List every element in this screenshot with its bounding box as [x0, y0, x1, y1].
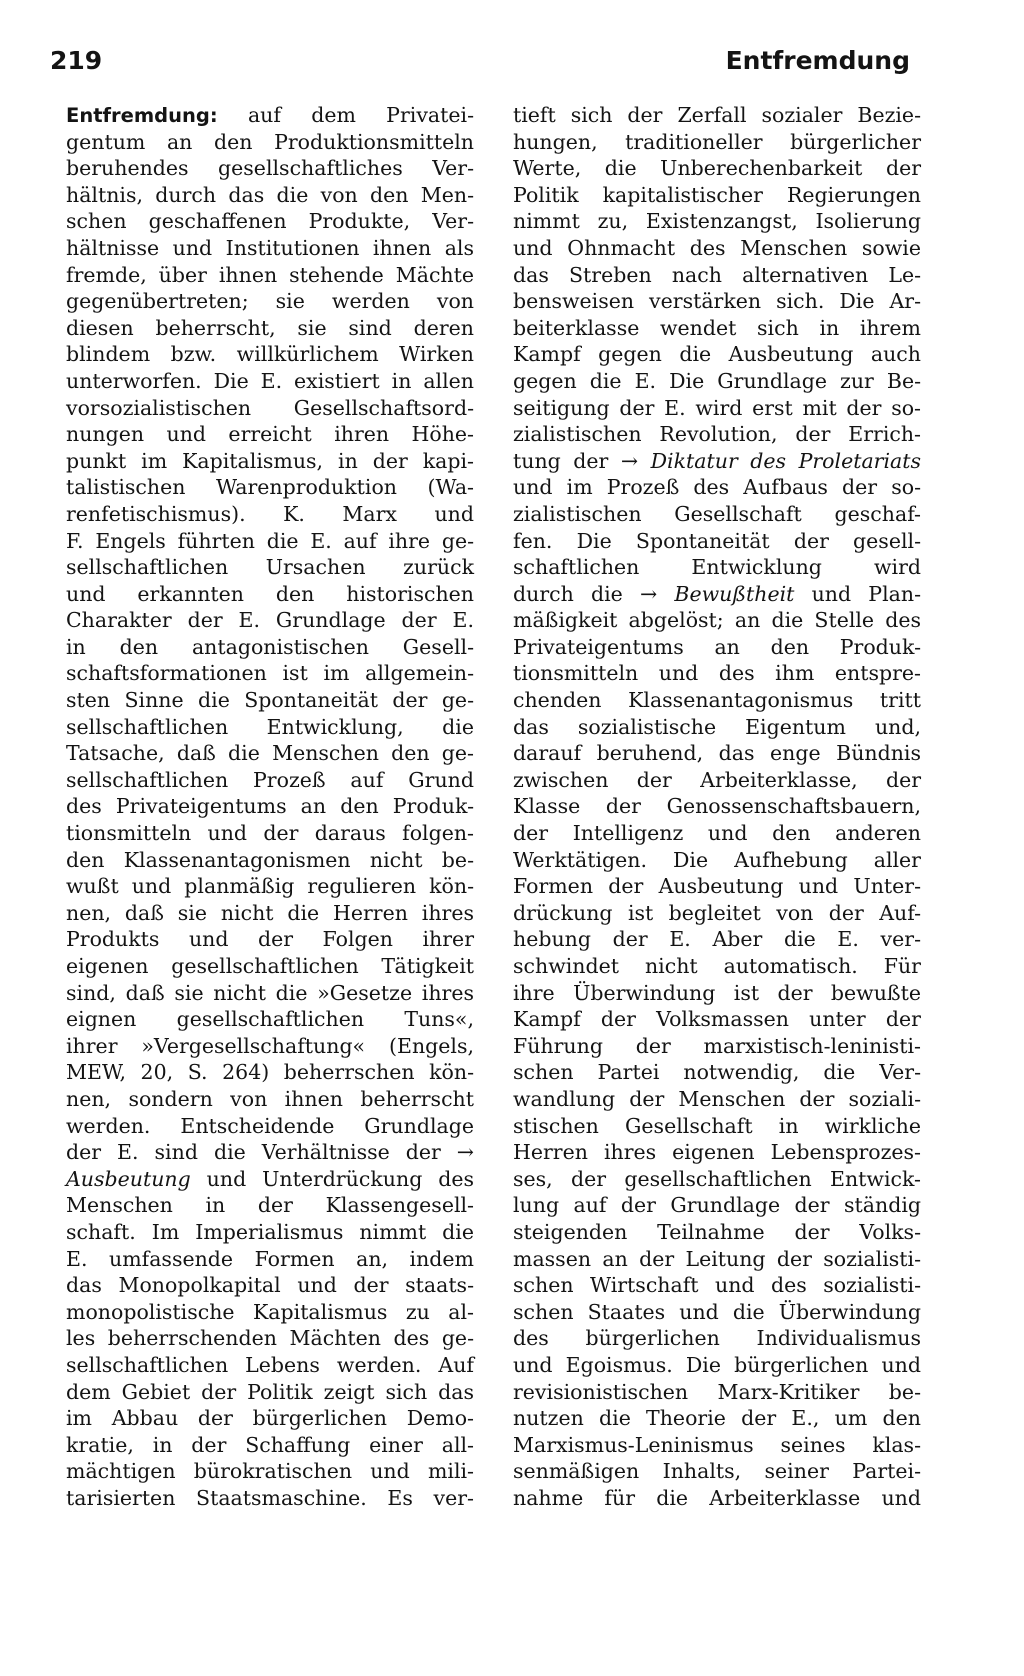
text-line: zialistischen Gesellschaft geschaf-: [513, 501, 921, 526]
text-line: Menschen in der Klassengesell-: [66, 1193, 474, 1218]
text-line: mächtigen bürokratischen und mili-: [66, 1459, 474, 1484]
text-line: fen. Die Spontaneität der gesell-: [513, 528, 921, 553]
text-fragment: auf dem Privatei-: [247, 103, 474, 127]
text-line: schen Wirtschaft und des sozialisti-: [513, 1273, 921, 1298]
text-line: blindem bzw. willkürlichem Wirken: [66, 342, 474, 367]
text-line: tionsmitteln und der daraus folgen-: [66, 821, 474, 846]
cross-reference-link[interactable]: Bewußtheit: [674, 581, 795, 606]
text-line: hebung der E. Aber die E. ver-: [513, 927, 921, 952]
text-line: beiterklasse wendet sich in ihrem: [513, 315, 921, 340]
text-line: Führung der marxistisch-leninisti-: [513, 1033, 921, 1058]
text-line: in den antagonistischen Gesell-: [66, 634, 474, 659]
text-line: Kampf gegen die Ausbeutung auch: [513, 342, 921, 367]
text-line: den Klassenantagonismen nicht be-: [66, 847, 474, 872]
text-line: sellschaftlichen Prozeß auf Grund: [66, 767, 474, 792]
text-line: [513, 581, 921, 608]
text-line: vorsozialistischen Gesellschaftsord-: [66, 395, 474, 420]
text-line: wandlung der Menschen der soziali-: [513, 1086, 921, 1111]
text-line: Charakter der E. Grundlage der E.: [66, 608, 474, 633]
text-line: Produkts und der Folgen ihrer: [66, 927, 474, 952]
text-line: eigenen gesellschaftlichen Tätigkeit: [66, 954, 474, 978]
text-line: mäßigkeit abgelöst; an die Stelle des: [513, 608, 921, 633]
text-line: talistischen Warenproduktion (Wa-: [66, 475, 474, 500]
text-line: das sozialistische Eigentum und,: [513, 714, 921, 739]
running-head: Entfremdung: [725, 46, 910, 75]
text-line: sellschaftlichen Lebens werden. Auf: [66, 1352, 474, 1377]
text-line: seitigung der E. wird erst mit der so-: [513, 395, 921, 420]
text-line: kratie, in der Schaffung einer all-: [66, 1432, 474, 1457]
text-line: sellschaftlichen Ursachen zurück: [66, 555, 474, 580]
text-line: sellschaftlichen Entwicklung, die: [66, 714, 474, 739]
text-line: Herren ihres eigenen Lebensprozes-: [513, 1140, 921, 1165]
text-line: zialistischen Revolution, der Errich-: [513, 422, 921, 447]
text-line: bensweisen verstärken sich. Die Ar-: [513, 289, 921, 314]
text-line: chenden Klassenantagonismus tritt: [513, 688, 921, 713]
text-line: schen Partei notwendig, die Ver-: [513, 1060, 921, 1085]
text-line: und erkannten den historischen: [66, 581, 474, 606]
text-line: Werktätigen. Die Aufhebung aller: [513, 847, 921, 872]
text-line: MEW, 20, S. 264) beherrschen kön-: [66, 1060, 474, 1085]
text-line: fremde, über ihnen stehende Mächte: [66, 262, 474, 287]
text-line: Formen der Ausbeutung und Unter-: [513, 874, 921, 899]
text-fragment: und Plan-: [794, 581, 921, 606]
text-line: stischen Gesellschaft in wirkliche: [513, 1113, 921, 1138]
text-line: monopolistische Kapitalismus zu al-: [66, 1299, 474, 1324]
text-line: tionsmitteln und des ihm entspre-: [513, 661, 921, 686]
text-line: Tatsache, daß die Menschen den ge-: [66, 741, 474, 766]
text-line: Marxismus-Leninismus seines klas-: [513, 1432, 921, 1457]
text-line: gegenübertreten; sie werden von: [66, 289, 474, 314]
right-lines-a: [513, 102, 921, 448]
text-line: Klasse der Genossenschaftsbauern,: [513, 794, 921, 819]
text-line: les beherrschenden Mächten des ge-: [66, 1326, 474, 1351]
right-lines-c: [513, 607, 921, 1511]
text-line: punkt im Kapitalismus, in der kapi-: [66, 448, 474, 473]
text-line: ihre Überwindung ist der bewußte: [513, 980, 921, 1005]
text-line: lung auf der Grundlage der ständig: [513, 1193, 921, 1218]
text-line: beruhendes gesellschaftliches Ver-: [66, 156, 474, 181]
text-line: sind, daß sie nicht die »Gesetze ihres: [66, 980, 474, 1005]
text-line: steigenden Teilnahme der Volks-: [513, 1219, 921, 1244]
text-line: drückung ist begleitet von der Auf-: [513, 900, 921, 925]
text-line: senmäßigen Inhalts, seiner Partei-: [513, 1459, 921, 1484]
text-line: zwischen der Arbeiterklasse, der: [513, 767, 921, 792]
left-lines-a: [66, 129, 474, 1166]
text-line: das Monopolkapital und der staats-: [66, 1273, 474, 1298]
text-line: Werte, die Unberechenbarkeit der: [513, 156, 921, 181]
text-line: schen Staates und die Überwindung: [513, 1299, 921, 1324]
text-line: gentum an den Produktionsmitteln: [66, 129, 474, 154]
text-line: nimmt zu, Existenzangst, Isolierung: [513, 209, 921, 234]
text-line: werden. Entscheidende Grundlage: [66, 1113, 474, 1138]
cross-reference-link[interactable]: Ausbeutung: [66, 1166, 191, 1191]
text-line: nutzen die Theorie der E., um den: [513, 1406, 921, 1431]
text-line: der Intelligenz und den anderen: [513, 821, 921, 846]
text-line: im Abbau der bürgerlichen Demo-: [66, 1406, 474, 1431]
text-line: und im Prozeß des Aufbaus der so-: [513, 475, 921, 500]
text-line: schaftsformationen ist im allgemein-: [66, 661, 474, 686]
text-line: nahme für die Arbeiterklasse und: [513, 1485, 921, 1510]
text-line: F. Engels führten die E. auf ihre ge-: [66, 528, 474, 553]
text-line: [66, 102, 474, 129]
text-line: Privateigentums an den Produk-: [513, 634, 921, 659]
text-line: tarisierten Staatsmaschine. Es ver-: [66, 1485, 474, 1510]
text-line: schen geschaffenen Produkte, Ver-: [66, 209, 474, 234]
text-line: und Ohnmacht des Menschen sowie: [513, 235, 921, 260]
right-column: [513, 102, 921, 1511]
text-line: ses, der gesellschaftlichen Entwick-: [513, 1166, 921, 1191]
text-line: der E. sind die Verhältnisse der →: [66, 1140, 474, 1165]
text-line: nen, daß sie nicht die Herren ihres: [66, 900, 474, 925]
page-number: 219: [50, 46, 103, 75]
text-line: ihrer »Vergesellschaftung« (Engels,: [66, 1033, 474, 1058]
cross-reference-link[interactable]: Diktatur des Proletariats: [650, 448, 922, 473]
text-line: des bürgerlichen Individualismus: [513, 1326, 921, 1351]
text-fragment: und Unterdrückung des: [190, 1166, 474, 1191]
text-line: das Streben nach alternativen Le-: [513, 262, 921, 287]
left-lines-b: [66, 1192, 474, 1511]
text-line: hältnis, durch das die von den Men-: [66, 182, 474, 207]
text-line: schaftlichen Entwicklung wird: [513, 555, 921, 580]
text-line: tieft sich der Zerfall sozialer Bezie-: [513, 103, 921, 127]
text-line: hungen, traditioneller bürgerlicher: [513, 129, 921, 154]
text-line: nen, sondern von ihnen beherrscht: [66, 1086, 474, 1111]
text-line: dem Gebiet der Politik zeigt sich das: [66, 1379, 474, 1404]
text-line: massen an der Leitung der sozialisti-: [513, 1246, 921, 1271]
text-line: darauf beruhend, das enge Bündnis: [513, 741, 921, 766]
text-line: [66, 1166, 474, 1193]
text-fragment: tung der →: [513, 448, 651, 473]
text-line: unterworfen. Die E. existiert in allen: [66, 368, 474, 393]
text-line: diesen beherrscht, sie sind deren: [66, 315, 474, 340]
text-line: Politik kapitalistischer Regierungen: [513, 182, 921, 207]
text-line: Kampf der Volksmassen unter der: [513, 1007, 921, 1032]
text-line: hältnisse und Institutionen ihnen als: [66, 235, 474, 260]
text-line: nungen und erreicht ihren Höhe-: [66, 422, 474, 447]
text-line: eignen gesellschaftlichen Tuns«,: [66, 1007, 474, 1032]
text-line: renfetischismus). K. Marx und: [66, 501, 474, 526]
text-line: des Privateigentums an den Produk-: [66, 794, 474, 819]
text-line: E. umfassende Formen an, indem: [66, 1246, 474, 1271]
right-lines-b: [513, 474, 921, 580]
text-line: und Egoismus. Die bürgerlichen und: [513, 1352, 921, 1377]
text-line: wußt und planmäßig regulieren kön-: [66, 874, 474, 899]
headword: Entfremdung:: [66, 104, 218, 127]
text-line: revisionistischen Marx-Kritiker be-: [513, 1379, 921, 1404]
text-line: schwindet nicht automatisch. Für: [513, 954, 921, 978]
text-line: gegen die E. Die Grundlage zur Be-: [513, 368, 921, 393]
text-line: schaft. Im Imperialismus nimmt die: [66, 1219, 474, 1244]
left-column: [66, 102, 474, 1511]
text-fragment: durch die →: [513, 581, 675, 606]
text-line: sten Sinne die Spontaneität der ge-: [66, 688, 474, 713]
text-line: [513, 448, 921, 475]
